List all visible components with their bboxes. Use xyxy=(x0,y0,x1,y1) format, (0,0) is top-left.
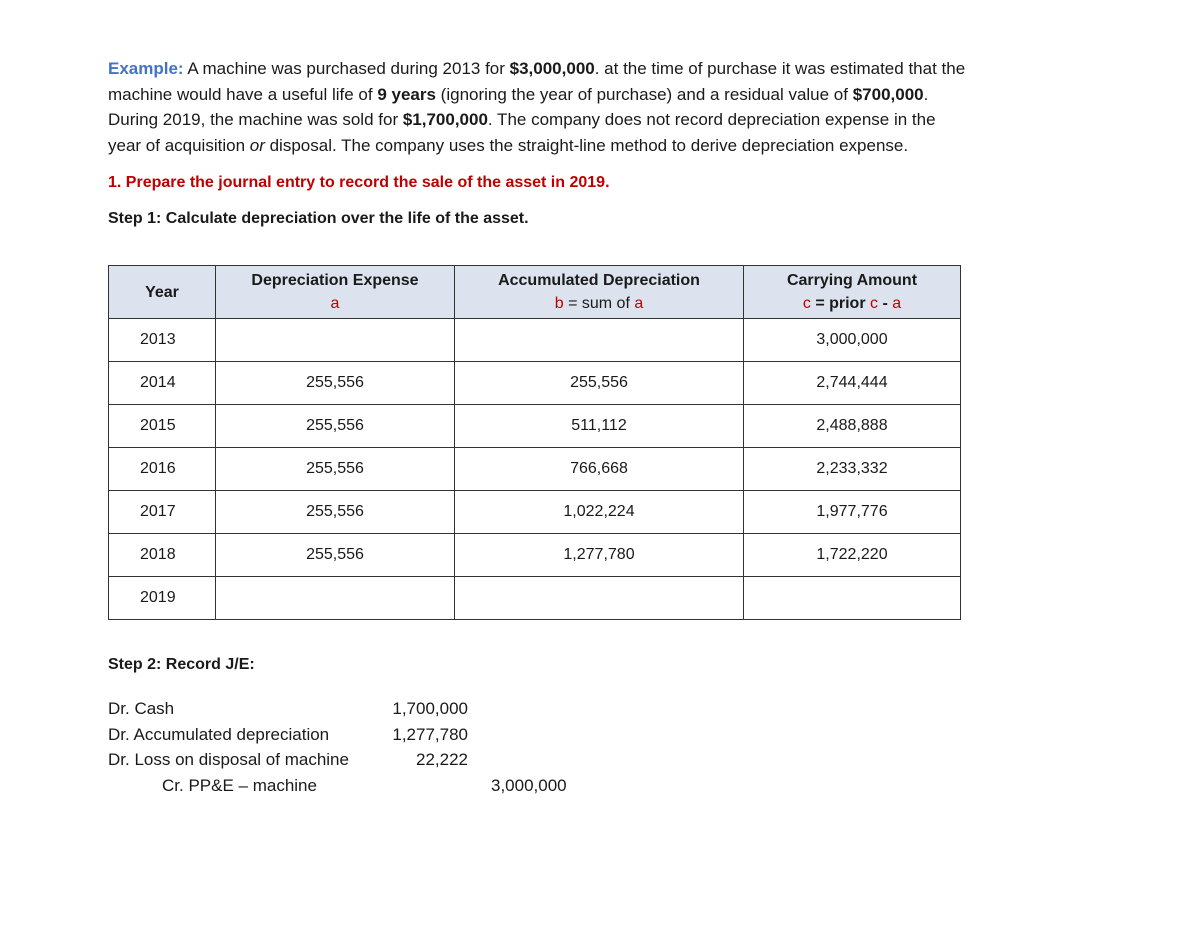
cell-accum-dep: 1,277,780 xyxy=(455,534,744,577)
cell-dep-expense xyxy=(216,577,455,620)
journal-line xyxy=(108,696,628,722)
intro-text: . at the time of purchase it was estimated that the xyxy=(594,59,966,78)
intro-text: A machine was purchased during 2013 for xyxy=(183,59,510,78)
table-row xyxy=(109,405,961,448)
intro-text: machine would have a useful life of xyxy=(108,84,378,104)
cell-dep-expense: 255,556 xyxy=(216,448,455,491)
intro-or: or xyxy=(249,135,265,155)
table-header-row xyxy=(109,266,961,319)
question-heading: 1. Prepare the journal entry to record the sale of the asset in 2019. xyxy=(108,174,610,191)
journal-account: Dr. Loss on disposal of machine xyxy=(108,750,349,769)
header-dep-expense: Depreciation Expense a xyxy=(216,266,455,319)
purchase-cost: $3,000,000 xyxy=(509,59,595,78)
document-page xyxy=(108,56,1108,795)
journal-debit: 1,277,780 xyxy=(392,724,468,744)
intro-text: During 2019, the machine was sold for xyxy=(108,110,403,129)
cell-carrying-amount xyxy=(744,577,961,620)
intro-text: . The company does not record depreciation expense in the xyxy=(487,110,936,129)
cell-year: 2017 xyxy=(109,491,216,534)
journal-debit: 22,222 xyxy=(416,750,468,769)
step2-heading: Step 2: Record J/E: xyxy=(108,656,255,673)
header-year: Year xyxy=(109,266,216,319)
cell-accum-dep xyxy=(455,319,744,362)
residual-value: $700,000 xyxy=(852,84,924,104)
cell-carrying-amount: 2,488,888 xyxy=(744,405,961,448)
cell-accum-dep: 511,112 xyxy=(455,405,744,448)
table-row xyxy=(109,577,961,620)
table-row xyxy=(109,491,961,534)
cell-accum-dep: 766,668 xyxy=(455,448,744,491)
cell-carrying-amount: 3,000,000 xyxy=(744,319,961,362)
cell-dep-expense: 255,556 xyxy=(216,405,455,448)
intro-text: . xyxy=(923,84,929,104)
journal-line xyxy=(108,747,628,773)
journal-account: Dr. Cash xyxy=(108,699,175,718)
step1-heading: Step 1: Calculate depreciation over the life of the asset. xyxy=(108,210,529,227)
cell-year: 2018 xyxy=(109,534,216,577)
cell-year: 2019 xyxy=(109,577,216,620)
journal-debit: 1,700,000 xyxy=(392,699,468,718)
cell-carrying-amount: 1,977,776 xyxy=(744,491,961,534)
cell-year: 2015 xyxy=(109,405,216,448)
cell-accum-dep xyxy=(455,577,744,620)
cell-year: 2014 xyxy=(109,362,216,405)
cell-dep-expense xyxy=(216,319,455,362)
cell-year: 2016 xyxy=(109,448,216,491)
journal-account: Dr. Accumulated depreciation xyxy=(108,724,330,744)
example-label: Example: xyxy=(108,59,184,78)
journal-credit: 3,000,000 xyxy=(491,775,567,795)
table-row xyxy=(109,448,961,491)
depreciation-table xyxy=(108,265,961,620)
cell-dep-expense: 255,556 xyxy=(216,534,455,577)
cell-dep-expense: 255,556 xyxy=(216,491,455,534)
cell-dep-expense: 255,556 xyxy=(216,362,455,405)
sale-price: $1,700,000 xyxy=(402,110,488,129)
header-accum-dep: Accumulated Depreciation b = sum of a xyxy=(455,266,744,319)
header-carrying-amount: Carrying Amount c = prior c - a xyxy=(744,266,961,319)
table-row xyxy=(109,362,961,405)
intro-text: year of acquisition xyxy=(108,135,250,155)
intro-text: disposal. The company uses the straight-line method to derive depreciation expense. xyxy=(264,135,909,155)
cell-carrying-amount: 1,722,220 xyxy=(744,534,961,577)
journal-account: Cr. PP&E – machine xyxy=(162,775,317,795)
journal-entry xyxy=(108,696,628,798)
cell-carrying-amount: 2,233,332 xyxy=(744,448,961,491)
cell-accum-dep: 255,556 xyxy=(455,362,744,405)
cell-accum-dep: 1,022,224 xyxy=(455,491,744,534)
intro-text: (ignoring the year of purchase) and a residual value of xyxy=(435,84,853,104)
example-paragraph xyxy=(108,56,1108,158)
table-row xyxy=(109,319,961,362)
journal-line xyxy=(108,773,628,799)
table-row xyxy=(109,534,961,577)
cell-carrying-amount: 2,744,444 xyxy=(744,362,961,405)
journal-line xyxy=(108,722,628,748)
cell-year: 2013 xyxy=(109,319,216,362)
useful-life: 9 years xyxy=(377,84,436,104)
